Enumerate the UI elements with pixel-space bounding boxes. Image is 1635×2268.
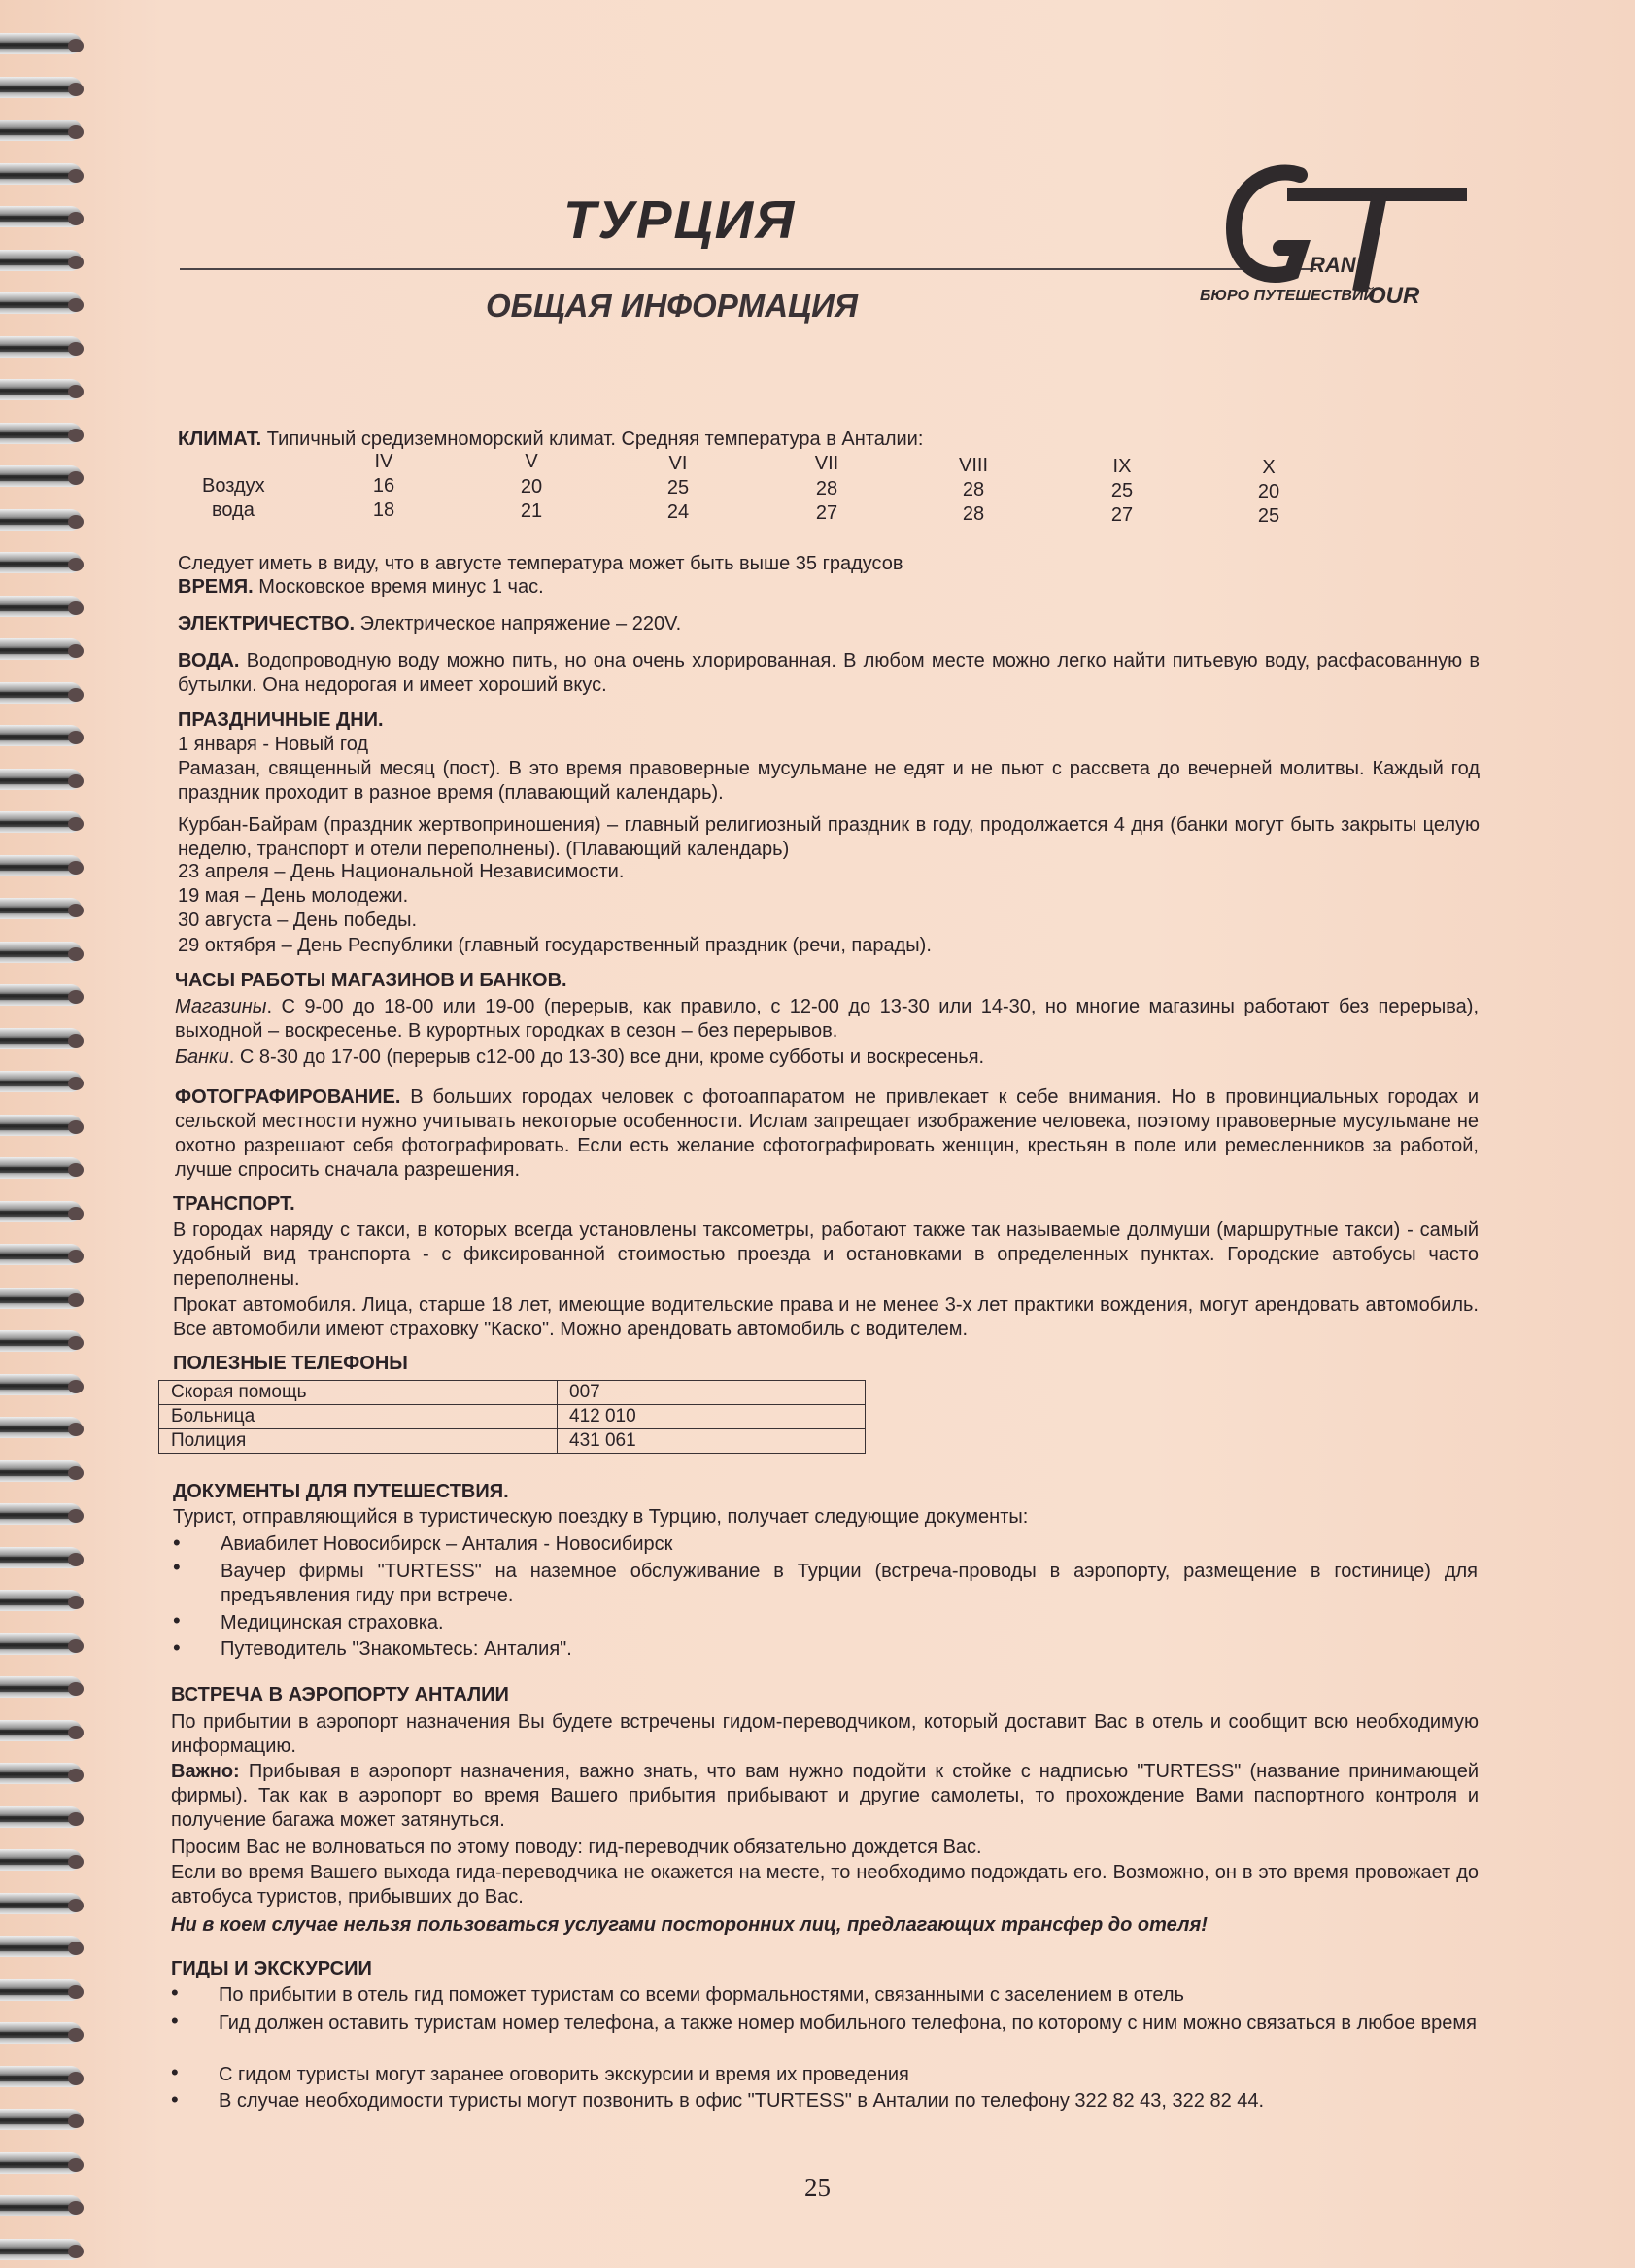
temp-cell: 28 bbox=[962, 503, 985, 525]
climate-text: Типичный средиземноморский климат. Средняя температура в Анталии: bbox=[261, 429, 924, 450]
spiral-coil bbox=[0, 1284, 89, 1317]
phone-number: 431 061 bbox=[558, 1429, 866, 1454]
transport-heading: ТРАНСПОРТ. bbox=[173, 1193, 295, 1215]
important-label: Важно: bbox=[171, 1761, 240, 1782]
spiral-coil bbox=[0, 246, 89, 279]
spiral-coil bbox=[0, 1932, 89, 1965]
spiral-coil bbox=[0, 808, 89, 841]
spiral-coil bbox=[0, 678, 89, 711]
temp-cell: 27 bbox=[1110, 504, 1134, 526]
spiral-binding bbox=[0, 0, 97, 2268]
banks-line bbox=[175, 1046, 984, 1070]
spiral-coil bbox=[0, 1543, 89, 1576]
time-label: ВРЕМЯ. bbox=[178, 576, 254, 598]
phone-name: Полиция bbox=[159, 1429, 558, 1454]
water-text: Водопроводную воду можно пить, но она очень хлорированная. В любом месте можно легко найти питьевую воду, расфасованную в бутылки. Она недорогая и имеет хороший вкус. bbox=[178, 650, 1480, 696]
month-header: VIII bbox=[958, 455, 988, 476]
water-paragraph bbox=[178, 649, 1480, 698]
climate-note: Следует иметь в виду, что в августе температура может быть выше 35 градусов bbox=[178, 553, 903, 574]
spiral-coil bbox=[0, 765, 89, 798]
spiral-coil bbox=[0, 29, 89, 62]
document-item: Медицинская страховка. bbox=[221, 1612, 444, 1633]
holiday-item: 29 октября – День Республики (главный государственный праздник (речи, парады). bbox=[178, 935, 932, 956]
document-item: Путеводитель "Знакомьтесь: Анталия". bbox=[221, 1638, 572, 1660]
spiral-coil bbox=[0, 73, 89, 106]
phone-name: Больница bbox=[159, 1405, 558, 1429]
temp-cell: 20 bbox=[520, 476, 543, 498]
bullet-icon: • bbox=[171, 2060, 179, 2084]
spiral-coil bbox=[0, 2148, 89, 2182]
spiral-coil bbox=[0, 1111, 89, 1144]
bullet-icon: • bbox=[173, 1608, 181, 1632]
page-number: 25 bbox=[804, 2173, 831, 2202]
spiral-coil bbox=[0, 2062, 89, 2095]
holiday-item: Рамазан, священный месяц (пост). В это время правоверные мусульмане не едят и не пьют с рассвета до вечерней молитвы. Каждый год праздник проходит в разное время (плавающий календарь). bbox=[178, 758, 1480, 804]
guides-heading: ГИДЫ И ЭКСКУРСИИ bbox=[171, 1958, 372, 1979]
temp-cell: 20 bbox=[1257, 481, 1280, 502]
spiral-coil bbox=[0, 1889, 89, 1922]
documents-intro: Турист, отправляющийся в туристическую поездку в Турцию, получает следующие документы: bbox=[173, 1506, 1029, 1528]
hours-heading: ЧАСЫ РАБОТЫ МАГАЗИНОВ И БАНКОВ. bbox=[175, 970, 567, 991]
row-label-water: вода bbox=[212, 499, 255, 521]
temp-cell: 28 bbox=[815, 478, 838, 499]
temp-cell: 27 bbox=[815, 502, 838, 524]
logo-tagline: БЮРО ПУТЕШЕСТВИЙ bbox=[1200, 288, 1375, 304]
shops-text: . С 9-00 до 18-00 или 19-00 (перерыв, как правило, с 12-00 до 13-30 или 14-30, но многие магазины работают без перерыва), выходной – воскресенье. В курортных городках в сезон – без перерывов. bbox=[175, 996, 1479, 1042]
photo-paragraph bbox=[175, 1085, 1479, 1183]
spiral-coil bbox=[0, 592, 89, 625]
spiral-coil bbox=[0, 1672, 89, 1705]
bullet-icon: • bbox=[173, 1530, 181, 1555]
bullet-icon: • bbox=[171, 1980, 179, 2005]
spiral-coil bbox=[0, 1370, 89, 1403]
spiral-coil bbox=[0, 1716, 89, 1749]
spiral-coil bbox=[0, 1326, 89, 1359]
banks-label: Банки bbox=[175, 1047, 229, 1068]
spiral-coil bbox=[0, 375, 89, 408]
row-label-air: Воздух bbox=[202, 475, 265, 497]
spiral-coil bbox=[0, 1240, 89, 1273]
spiral-coil bbox=[0, 1759, 89, 1792]
spiral-coil bbox=[0, 505, 89, 538]
phone-number: 412 010 bbox=[558, 1405, 866, 1429]
document-item: Ваучер фирмы "TURTESS" на наземное обслуживание в Турции (встреча-проводы в аэропорту, размещение в гостинице) для предъявления гиду при встрече. bbox=[221, 1561, 1478, 1606]
spiral-coil bbox=[0, 1499, 89, 1532]
phones-heading: ПОЛЕЗНЫЕ ТЕЛЕФОНЫ bbox=[173, 1353, 408, 1374]
spiral-coil bbox=[0, 980, 89, 1014]
bullet-icon: • bbox=[171, 2087, 179, 2112]
spiral-coil bbox=[0, 1803, 89, 1836]
holidays-heading: ПРАЗДНИЧНЫЕ ДНИ. bbox=[178, 709, 384, 731]
table-row bbox=[159, 1405, 866, 1429]
time-line bbox=[178, 575, 544, 600]
photo-label: ФОТОГРАФИРОВАНИЕ. bbox=[175, 1086, 401, 1108]
spiral-coil bbox=[0, 2235, 89, 2268]
spiral-coil bbox=[0, 635, 89, 668]
bullet-icon: • bbox=[173, 1555, 181, 1579]
month-header: X bbox=[1262, 457, 1276, 478]
bullet-icon: • bbox=[173, 1635, 181, 1660]
car-rental-paragraph: Прокат автомобиля. Лица, старше 18 лет, имеющие водительские права и не менее 3-х лет практики вождения, могут арендовать автомобиль. Все автомобили имеют страховку "Каско". Можно арендовать автомобиль с водителем. bbox=[173, 1294, 1479, 1340]
spiral-coil bbox=[0, 938, 89, 971]
airport-important-paragraph bbox=[171, 1760, 1479, 1833]
month-header: V bbox=[525, 451, 538, 472]
spiral-coil bbox=[0, 2018, 89, 2051]
guide-item: В случае необходимости туристы могут позвонить в офис "TURTESS" в Анталии по телефону 322 82 43, 322 82 44. bbox=[219, 2090, 1265, 2112]
holiday-item: 30 августа – День победы. bbox=[178, 910, 418, 931]
guide-item: С гидом туристы могут заранее оговорить экскурсии и время их проведения bbox=[219, 2064, 909, 2085]
spiral-coil bbox=[0, 202, 89, 235]
logo-word-rand: RAND bbox=[1310, 253, 1372, 277]
spiral-coil bbox=[0, 548, 89, 581]
water-label: ВОДА. bbox=[178, 650, 240, 671]
spiral-coil bbox=[0, 1586, 89, 1619]
holiday-item: Курбан-Байрам (праздник жертвоприношения) – главный религиозный праздник в году, продолжается 4 дня (банки могут быть закрыты целую неделю, транспорт и отели переполнены). (Плавающий календарь) bbox=[178, 814, 1480, 860]
photo-text: В больших городах человек с фотоаппаратом не привлекает к себе внимания. Но в провинциальных городах и сельской местности нужно учитывать некоторые особенности. Ислам запрещает изображение человека, поэтому правоверные мусульмане не охотно разрешают себя фотографировать. Если есть желание сфотографировать женщин, крестьян в поле или ремесленников за работой, лучше спросить сначала разрешения. bbox=[175, 1086, 1479, 1181]
holiday-item: 23 апреля – День Национальной Независимости. bbox=[178, 861, 625, 882]
spiral-coil bbox=[0, 851, 89, 884]
month-header: IX bbox=[1112, 456, 1132, 477]
title-rule bbox=[180, 268, 1316, 270]
airport-paragraph: По прибытии в аэропорт назначения Вы будете встречены гидом-переводчиком, который доставит Вас в отель и сообщит всю необходимую информацию. bbox=[171, 1711, 1479, 1757]
page-subtitle: ОБЩАЯ ИНФОРМАЦИЯ bbox=[486, 288, 858, 324]
phones-table bbox=[158, 1380, 866, 1454]
table-row bbox=[159, 1429, 866, 1454]
bullet-icon: • bbox=[171, 2009, 179, 2033]
phone-number: 007 bbox=[558, 1381, 866, 1405]
spiral-coil bbox=[0, 2105, 89, 2138]
spiral-coil bbox=[0, 1197, 89, 1230]
airport-paragraph: Просим Вас не волноваться по этому поводу: гид-переводчик обязательно дождется Вас. bbox=[171, 1837, 982, 1858]
spiral-coil bbox=[0, 116, 89, 149]
time-text: Московское время минус 1 час. bbox=[253, 576, 544, 598]
spiral-coil bbox=[0, 721, 89, 754]
temp-cell: 21 bbox=[520, 500, 543, 522]
guide-item: Гид должен оставить туристам номер телефона, а также номер мобильного телефона, по которому с ним можно связаться в любое время bbox=[219, 2012, 1477, 2034]
temp-cell: 25 bbox=[666, 477, 690, 498]
spiral-coil bbox=[0, 1153, 89, 1186]
shops-paragraph bbox=[175, 995, 1479, 1044]
page-title: ТУРЦИЯ bbox=[563, 189, 797, 250]
electricity-label: ЭЛЕКТРИЧЕСТВО. bbox=[178, 613, 356, 635]
transport-paragraph: В городах наряду с такси, в которых всегда установлены таксометры, работают также так называемые долмуши (маршрутные такси) - самый удобный вид транспорта - с фиксированной стоимостью проезда и остановками в определенных пунктах. Городские автобусы часто переполнены. bbox=[173, 1220, 1479, 1289]
spiral-coil bbox=[0, 1067, 89, 1100]
electricity-text: Электрическое напряжение – 220V. bbox=[355, 613, 682, 635]
temp-cell: 25 bbox=[1257, 505, 1280, 527]
logo-word-our: OUR bbox=[1368, 283, 1420, 309]
month-header: IV bbox=[374, 451, 393, 472]
shops-label: Магазины bbox=[175, 996, 267, 1017]
temp-cell: 28 bbox=[962, 479, 985, 500]
document-item: Авиабилет Новосибирск – Анталия - Новосибирск bbox=[221, 1533, 673, 1555]
spiral-coil bbox=[0, 1413, 89, 1446]
spiral-coil bbox=[0, 159, 89, 192]
banks-text: . С 8-30 до 17-00 (перерыв с12-00 до 13-30) все дни, кроме субботы и воскресенья. bbox=[228, 1047, 985, 1068]
spiral-coil bbox=[0, 894, 89, 927]
spiral-coil bbox=[0, 1976, 89, 2009]
spiral-coil bbox=[0, 2191, 89, 2224]
table-row bbox=[159, 1381, 866, 1405]
spiral-coil bbox=[0, 289, 89, 322]
holiday-item: 19 мая – День молодежи. bbox=[178, 885, 409, 907]
holiday-item: 1 января - Новый год bbox=[178, 734, 369, 755]
climate-line bbox=[178, 428, 923, 452]
climate-label: КЛИМАТ. bbox=[178, 429, 262, 450]
month-header: VI bbox=[668, 453, 688, 474]
spiral-coil bbox=[0, 419, 89, 452]
spiral-coil bbox=[0, 1457, 89, 1490]
temp-cell: 18 bbox=[372, 499, 395, 521]
important-text: Прибывая в аэропорт назначения, важно знать, что вам нужно подойти к стойке с надписью "TURTESS" (название принимающей фирмы). Так как в аэропорт во время Вашего прибытия прибывают и другие самолеты, то прохождение Вами паспортного контроля и получение багажа может затянуться. bbox=[171, 1761, 1479, 1831]
documents-heading: ДОКУМЕНТЫ ДЛЯ ПУТЕШЕСТВИЯ. bbox=[173, 1481, 509, 1502]
transfer-warning: Ни в коем случае нельзя пользоваться услугами посторонних лиц, предлагающих трансфер до отеля! bbox=[171, 1914, 1208, 1936]
guide-item: По прибытии в отель гид поможет туристам со всеми формальностями, связанными с заселением в отель bbox=[219, 1984, 1184, 2006]
airport-paragraph: Если во время Вашего выхода гида-переводчика не окажется на месте, то необходимо подождать его. Возможно, он в это время провожает до автобуса туристов, прибывших до Вас. bbox=[171, 1862, 1479, 1907]
electricity-line bbox=[178, 612, 681, 636]
temp-cell: 25 bbox=[1110, 480, 1134, 501]
month-header: VII bbox=[814, 453, 839, 474]
spiral-coil bbox=[0, 1845, 89, 1878]
temp-cell: 24 bbox=[666, 501, 690, 523]
spiral-coil bbox=[0, 332, 89, 365]
temp-cell: 16 bbox=[372, 475, 395, 497]
spiral-coil bbox=[0, 1630, 89, 1663]
spiral-coil bbox=[0, 1024, 89, 1057]
phone-name: Скорая помощь bbox=[159, 1381, 558, 1405]
spiral-coil bbox=[0, 462, 89, 495]
airport-heading: ВСТРЕЧА В АЭРОПОРТУ АНТАЛИИ bbox=[171, 1684, 509, 1705]
